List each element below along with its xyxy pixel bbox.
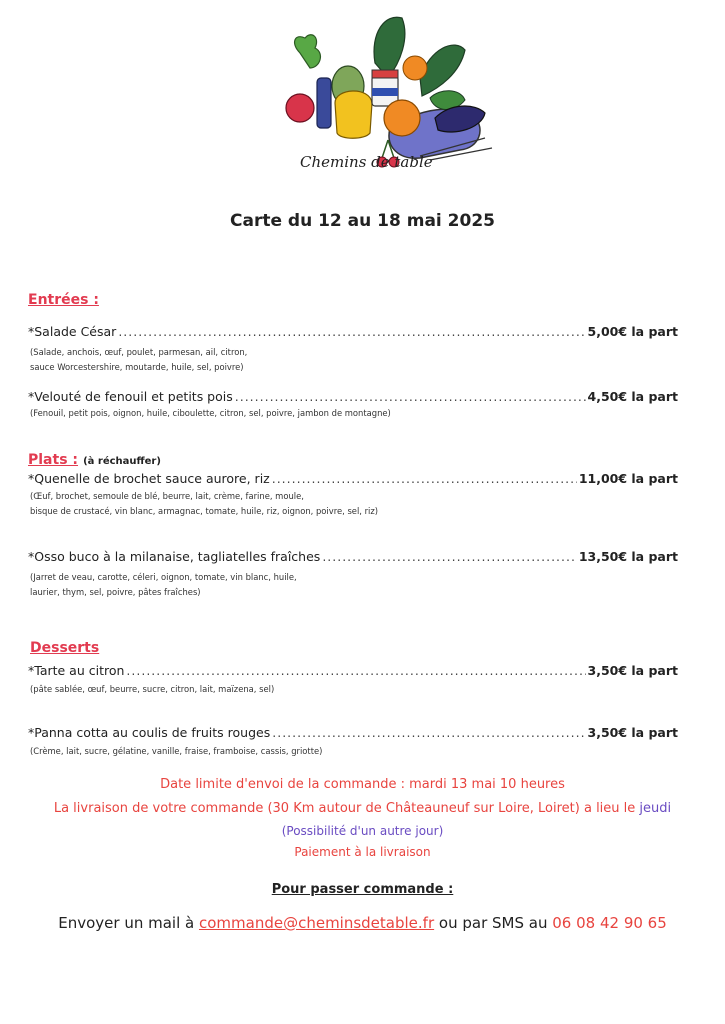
item-price: 11,00€ la part <box>578 471 678 486</box>
menu-item <box>28 324 678 339</box>
menu-item <box>28 725 678 740</box>
brand-name: Chemins de table <box>300 153 433 171</box>
item-name: *Quenelle de brochet sauce aurore, riz <box>28 471 270 486</box>
contact-prefix: Envoyer un mail à <box>58 914 195 932</box>
item-name: *Velouté de fenouil et petits pois <box>28 389 233 404</box>
item-ingredients: (pâte sablée, œuf, beurre, sucre, citron, lait, maïzena, sel) <box>30 684 275 694</box>
menu-item <box>28 549 678 564</box>
order-deadline: Date limite d'envoi de la commande : mardi 13 mai 10 heures <box>160 777 565 792</box>
leaf-drawing <box>374 17 405 78</box>
order-heading: Pour passer commande : <box>271 882 454 897</box>
contact-line <box>0 914 725 932</box>
email-link[interactable]: commande@cheminsdetable.fr <box>198 914 435 932</box>
item-price: 3,50€ la part <box>587 725 678 740</box>
item-ingredients: (Fenouil, petit pois, oignon, huile, ciboulette, citron, sel, poivre, jambon de montagne) <box>30 408 391 418</box>
delivery-day: jeudi <box>639 801 672 816</box>
menu-item <box>28 663 678 678</box>
radish-drawing <box>286 94 314 122</box>
item-name: *Osso buco à la milanaise, tagliatelles fraîches <box>28 549 321 564</box>
item-price: 5,00€ la part <box>587 324 678 339</box>
item-ingredients: (Salade, anchois, œuf, poulet, parmesan, ail, citron, sauce Worcestershire, moutarde, huile, sel, poivre) <box>30 347 248 372</box>
item-name: *Panna cotta au coulis de fruits rouges <box>28 725 271 740</box>
section-heading-plats-row <box>28 449 161 468</box>
dot-leader <box>235 389 586 404</box>
item-name: *Salade César <box>28 324 117 339</box>
item-name: *Tarte au citron <box>28 663 125 678</box>
section-heading-plats: Plats : <box>28 452 79 468</box>
bottle-drawing <box>317 78 331 128</box>
dot-leader <box>322 549 577 564</box>
orange-drawing <box>384 100 420 136</box>
pepper-drawing <box>335 91 372 138</box>
item-ingredients: (Œuf, brochet, semoule de blé, beurre, lait, crème, farine, moule, bisque de crustacé, vin blanc, armagnac, tomate, huile, riz, oignon, poivre, sel, riz) <box>30 491 379 516</box>
delivery-info <box>0 801 725 816</box>
item-ingredients: (Crème, lait, sucre, gélatine, vanille, fraise, framboise, cassis, griotte) <box>30 746 323 756</box>
dot-leader <box>272 725 585 740</box>
phone-number[interactable]: 06 08 42 90 65 <box>552 914 667 932</box>
item-ingredients: (Jarret de veau, carotte, céleri, oignon, tomate, vin blanc, huile, laurier, thym, sel, poivre, pâtes fraîches) <box>30 572 297 597</box>
section-heading-entrees: Entrées : <box>28 292 99 308</box>
delivery-text: La livraison de votre commande (30 Km autour de Châteauneuf sur Loire, Loiret) a lieu le <box>53 801 636 816</box>
dot-leader <box>118 324 585 339</box>
item-price: 3,50€ la part <box>587 663 678 678</box>
other-day-note: (Possibilité d'un autre jour) <box>281 824 444 838</box>
dot-leader <box>272 471 577 486</box>
menu-item <box>28 471 678 486</box>
section-note: (à réchauffer) <box>83 456 161 467</box>
item-price: 4,50€ la part <box>587 389 678 404</box>
payment-note: Paiement à la livraison <box>294 845 431 859</box>
contact-middle: ou par SMS au <box>438 914 548 932</box>
dot-leader <box>126 663 585 678</box>
section-heading-desserts: Desserts <box>30 640 100 656</box>
item-price: 13,50€ la part <box>578 549 678 564</box>
menu-title: Carte du 12 au 18 mai 2025 <box>230 211 495 231</box>
menu-item <box>28 389 678 404</box>
